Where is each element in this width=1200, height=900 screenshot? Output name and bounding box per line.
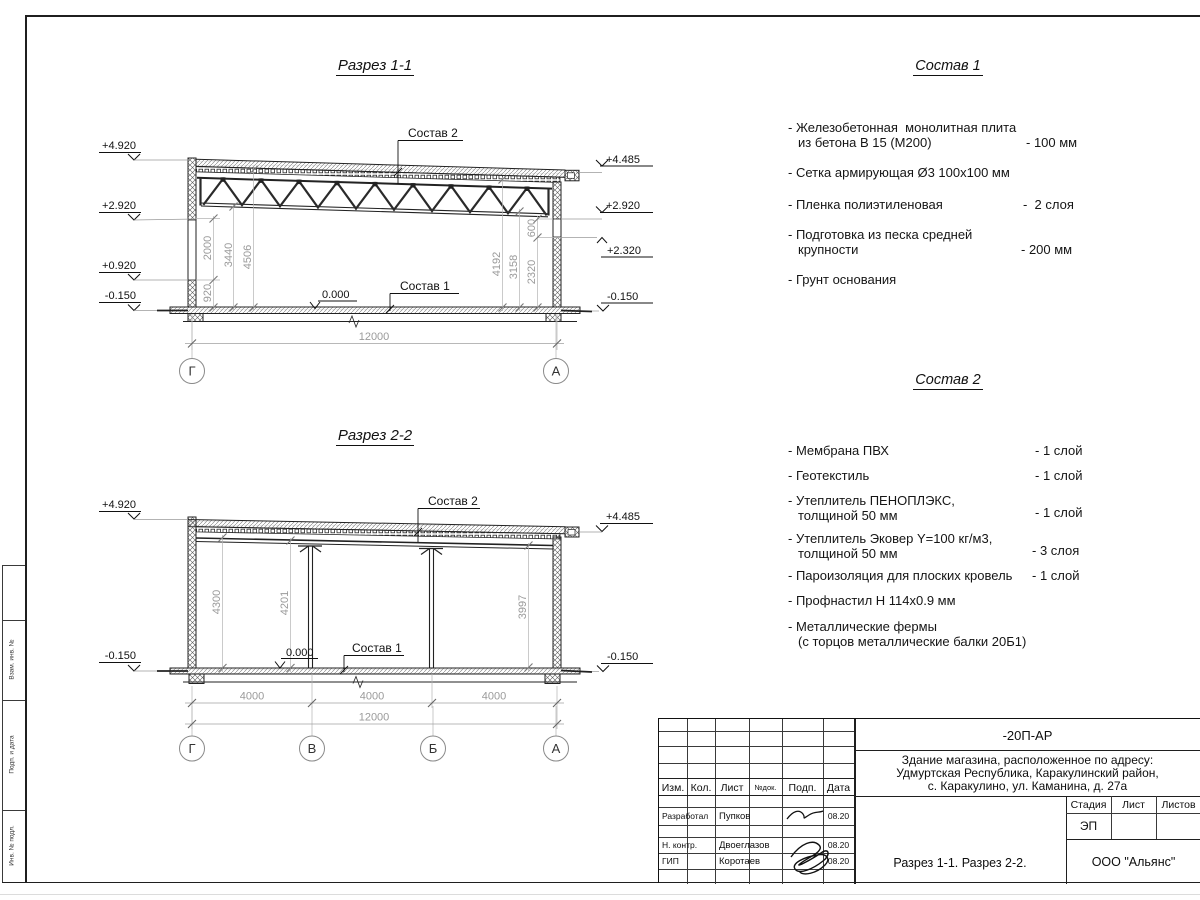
- list-item: - Утеплитель ПЕНОПЛЭКС,: [788, 493, 955, 508]
- dim-label: 4506: [242, 244, 254, 270]
- dim-label: 2000: [202, 235, 214, 261]
- list-item-value: - 1 слой: [1035, 505, 1083, 520]
- col-ndok: №док.: [754, 783, 777, 792]
- list-item: из бетона В 15 (М200): [798, 135, 932, 150]
- sostav2-heading: Состав 2: [915, 372, 981, 388]
- col-podp: Подп.: [788, 781, 817, 794]
- sheets-label: Листов: [1161, 799, 1196, 811]
- section2-drawing: [99, 494, 653, 761]
- elev-label: -0.150: [607, 651, 639, 663]
- elev-label: -0.150: [104, 650, 136, 662]
- row-date: 08.20: [827, 856, 850, 866]
- row-name: Пупков: [719, 811, 751, 822]
- section1-drawing: [99, 126, 653, 384]
- dim-label: 3997: [517, 594, 529, 620]
- zero-level-label: 0.000: [322, 289, 350, 301]
- elev-label: +4.920: [102, 499, 136, 511]
- sheet-label: Лист: [1122, 799, 1145, 811]
- signature-icon: [779, 805, 849, 885]
- col-kol: Кол.: [690, 781, 712, 794]
- dim-label: 4000: [239, 690, 265, 703]
- list-item: толщиной 50 мм: [798, 546, 898, 561]
- dim-label: 3440: [223, 242, 235, 268]
- list-item-value: - 200 мм: [1021, 242, 1073, 257]
- col-data: Дата: [826, 781, 851, 794]
- list-item: - Пленка полиэтиленовая: [788, 197, 943, 212]
- dim-label: 3158: [508, 254, 520, 280]
- list-item: - Сетка армирующая Ø3 100x100 мм: [788, 165, 1010, 180]
- list-item-value: - 100 мм: [1026, 135, 1078, 150]
- doc-code: -20П-АР: [1002, 728, 1053, 743]
- axis-letter: Г: [188, 741, 196, 756]
- dim-total-label: 12000: [358, 711, 390, 724]
- axis-letter: Г: [188, 363, 196, 379]
- stage-label: Стадия: [1070, 799, 1107, 811]
- list-item: - Утеплитель Эковер Y=100 кг/м3,: [788, 531, 993, 546]
- strip-label-vzam: Взам. инв. №: [8, 639, 16, 680]
- stage-value: ЭП: [1079, 819, 1098, 833]
- list-item-value: - 3 слоя: [1032, 543, 1080, 558]
- object-address-line3: с. Каракулино, ул. Каманина, д. 27а: [927, 779, 1128, 793]
- list-item: - Подготовка из песка средней: [788, 227, 973, 242]
- sostav1-leader-label: Состав 1: [352, 641, 402, 655]
- row-name: Двоеглазов: [719, 840, 770, 851]
- elev-label: +4.920: [102, 140, 136, 152]
- axis-letter: А: [551, 741, 561, 756]
- object-address-line1: Здание магазина, расположенное по адресу:: [901, 753, 1154, 767]
- dim-label: 2320: [526, 259, 538, 285]
- object-address-line2: Удмуртская Республика, Каракулинский район,: [896, 766, 1159, 780]
- zero-level-label: 0.000: [286, 647, 314, 659]
- axis-letter: В: [307, 741, 317, 756]
- list-item: крупности: [798, 242, 859, 257]
- row-role: ГИП: [662, 856, 679, 866]
- strip-label-podp: Подп. и дата: [8, 735, 16, 774]
- list-item-value: - 1 слой: [1035, 468, 1083, 483]
- elev-label: -0.150: [104, 290, 136, 302]
- list-item: - Пароизоляция для плоских кровель: [788, 568, 1013, 583]
- elev-label: +4.485: [606, 154, 640, 166]
- title-block: [658, 718, 1200, 883]
- list-item: - Геотекстиль: [788, 468, 870, 483]
- elev-label: +2.920: [102, 200, 136, 212]
- list-item: - Железобетонная монолитная плита: [788, 120, 1017, 135]
- list-item: (с торцов металлические балки 20Б1): [798, 634, 1027, 649]
- col-izm: Изм.: [661, 781, 685, 794]
- section2-title: Разрез 2-2: [337, 427, 413, 444]
- list-item-value: - 1 слой: [1032, 568, 1080, 583]
- dim-label: 4000: [481, 690, 507, 703]
- list-item: - Профнастил Н 114x0.9 мм: [788, 593, 956, 608]
- elev-label: -0.150: [607, 291, 639, 303]
- dim-label: 4192: [491, 251, 503, 277]
- list-item: - Мембрана ПВХ: [788, 443, 889, 458]
- strip-label-inv: Инв. № подл.: [8, 825, 16, 866]
- section1-title: Разрез 1-1: [337, 57, 413, 74]
- dim-label: 600: [526, 218, 538, 238]
- company-name: ООО "Альянс": [1091, 855, 1176, 869]
- axis-letter: А: [551, 363, 561, 379]
- elev-label: +0.920: [102, 260, 136, 272]
- row-date: 08.20: [827, 810, 850, 821]
- col-list: Лист: [720, 781, 744, 794]
- row-name: Коротаев: [719, 856, 761, 867]
- dim-label: 920: [202, 283, 214, 303]
- row-date: 08.20: [827, 840, 850, 850]
- dim-label: 4201: [279, 590, 291, 616]
- elev-label: +2.320: [607, 245, 641, 257]
- sostav1-leader-label: Состав 1: [400, 279, 450, 293]
- list-item: - Грунт основания: [788, 272, 897, 287]
- sostav2-leader-label: Состав 2: [408, 126, 458, 140]
- row-role: Н. контр.: [662, 840, 698, 850]
- elev-label: +2.920: [606, 200, 640, 212]
- sheet-name: Разрез 1-1. Разрез 2-2.: [893, 856, 1027, 870]
- list-item: толщиной 50 мм: [798, 508, 898, 523]
- elev-label: +4.485: [606, 511, 640, 523]
- dim-label: 4300: [211, 589, 223, 615]
- list-item-value: - 1 слой: [1035, 443, 1083, 458]
- dim-label: 4000: [359, 690, 385, 703]
- list-item-value: - 2 слоя: [1023, 197, 1074, 212]
- dim-total-label: 12000: [358, 331, 390, 343]
- sostav1-heading: Состав 1: [915, 58, 981, 74]
- row-role: Разработал: [662, 811, 709, 821]
- sostav2-leader-label: Состав 2: [428, 494, 478, 508]
- list-item: - Металлические фермы: [788, 619, 937, 634]
- axis-letter: Б: [428, 741, 438, 756]
